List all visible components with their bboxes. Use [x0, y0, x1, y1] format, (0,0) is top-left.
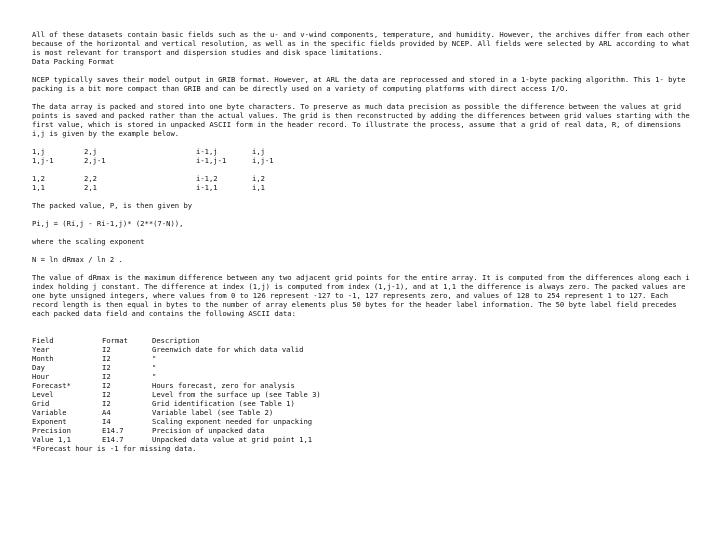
section-heading-data-packing: Data Packing Format	[32, 57, 115, 66]
grid-cell: i-1,j	[196, 147, 218, 156]
table-cell-format: I4	[102, 417, 111, 426]
table-cell-description: Precision of unpacked data	[152, 426, 265, 435]
table-cell-description: Level from the surface up (see Table 3)	[152, 390, 321, 399]
equation-exponent: N = ln dRmax / ln 2 .	[32, 255, 123, 264]
paragraph-scaling: where the scaling exponent	[32, 237, 145, 246]
table-cell-field: Precision	[32, 426, 71, 435]
table-cell-description: Variable label (see Table 2)	[152, 408, 274, 417]
paragraph-packing: The data array is packed and stored into one byte characters. To preserve as much data precision as possible the difference between the values at grid points is saved and packed rather than the actual values. The grid is then reconstructed by adding the differences between grid values starting with the first value, which is stored in unpacked ASCII form in the header record. To illustrate the process, assume that a grid of real data, R, of dimensions i,j is given by the example below.	[32, 102, 690, 138]
equation-packed: Pi,j = (Ri,j - Ri-1,j)* (2**(7-N)),	[32, 219, 184, 228]
grid-row	[32, 183, 692, 192]
table-cell-field: Grid	[32, 399, 50, 408]
grid-cell: 1,2	[32, 174, 45, 183]
grid-cell: i-1,2	[196, 174, 218, 183]
grid-cell: i,j-1	[252, 156, 274, 165]
table-cell-format: E14.7	[102, 435, 124, 444]
grid-cell: i-1,j-1	[196, 156, 227, 165]
table-cell-field: Year	[32, 345, 50, 354]
table-cell-description: "	[152, 354, 157, 363]
grid-row	[32, 156, 692, 165]
table-cell-field: Hour	[32, 372, 50, 381]
table-cell-field: Variable	[32, 408, 67, 417]
table-cell-field: Day	[32, 363, 45, 372]
grid-cell: 2,j	[84, 147, 97, 156]
grid-cell: 1,j	[32, 147, 45, 156]
table-cell-description: Unpacked data value at grid point 1,1	[152, 435, 313, 444]
table-cell-format: I2	[102, 381, 111, 390]
grid-row	[32, 174, 692, 183]
table-cell-description: Grid identification (see Table 1)	[152, 399, 295, 408]
table-cell-field: Month	[32, 354, 54, 363]
table-cell-description: "	[152, 372, 157, 381]
document-body	[32, 30, 692, 462]
table-cell-description: Hours forecast, zero for analysis	[152, 381, 295, 390]
grid-cell: i-1,1	[196, 183, 218, 192]
table-cell-field: Forecast*	[32, 381, 71, 390]
table-header-field: Field	[32, 336, 54, 345]
grid-cell: i,j	[252, 147, 265, 156]
table-cell-format: I2	[102, 363, 111, 372]
grid-cell: 1,1	[32, 183, 45, 192]
grid-cell: 2,1	[84, 183, 97, 192]
table-header-description: Description	[152, 336, 200, 345]
table-cell-field: Level	[32, 390, 54, 399]
table-cell-format: A4	[102, 408, 111, 417]
grid-cell: 1,j-1	[32, 156, 54, 165]
paragraph-grib: NCEP typically saves their model output in GRIB format. However, at ARL the data are reprocessed and stored in a 1-byte packing algorithm. This 1- byte packing is a bit more compact than GRIB and can be directly used on a variety of computing platforms with direct access I/O.	[32, 75, 686, 93]
grid-cell: 2,2	[84, 174, 97, 183]
table-cell-description: Greenwich date for which data valid	[152, 345, 304, 354]
grid-cell: 2,j-1	[84, 156, 106, 165]
grid-cell: i,1	[252, 183, 265, 192]
table-cell-description: Scaling exponent needed for unpacking	[152, 417, 313, 426]
table-header-format: Format	[102, 336, 128, 345]
header-field-table	[32, 336, 692, 444]
paragraph-packed-value: The packed value, P, is then given by	[32, 201, 193, 210]
table-cell-format: I2	[102, 345, 111, 354]
paragraph-intro: All of these datasets contain basic fields such as the u- and v-wind components, temperature, and humidity. However, the archives differ from each other because of the horizontal and vertical resolution, as well as in the specific fields provided by NCEP. All fields were selected by ARL according to what is most relevant for transport and dispersion studies and disk space limitations.	[32, 30, 690, 57]
table-cell-format: I2	[102, 390, 111, 399]
table-cell-field: Exponent	[32, 417, 67, 426]
table-cell-format: E14.7	[102, 426, 124, 435]
table-cell-description: "	[152, 363, 157, 372]
footnote: *Forecast hour is -1 for missing data.	[32, 444, 197, 453]
grid-example	[32, 147, 692, 192]
table-cell-format: I2	[102, 354, 111, 363]
paragraph-drmax: The value of dRmax is the maximum difference between any two adjacent grid points for the entire array. It is computed from the differences along each i index holding j constant. The difference at index (1,j) is computed from index (1,j-1), and at 1,1 the difference is always zero. The packed values are one byte unsigned integers, where values from 0 to 126 represent -127 to -1, 127 represents zero, and values of 128 to 254 represent 1 to 127. Each record length is then equal in bytes to the number of array elements plus 50 bytes for the header label information. The 50 byte label field precedes each packed data field and contains the following ASCII data:	[32, 273, 690, 318]
table-cell-format: I2	[102, 372, 111, 381]
table-cell-field: Value 1,1	[32, 435, 71, 444]
table-cell-format: I2	[102, 399, 111, 408]
grid-row	[32, 147, 692, 156]
grid-gap	[32, 165, 692, 174]
grid-cell: i,2	[252, 174, 265, 183]
